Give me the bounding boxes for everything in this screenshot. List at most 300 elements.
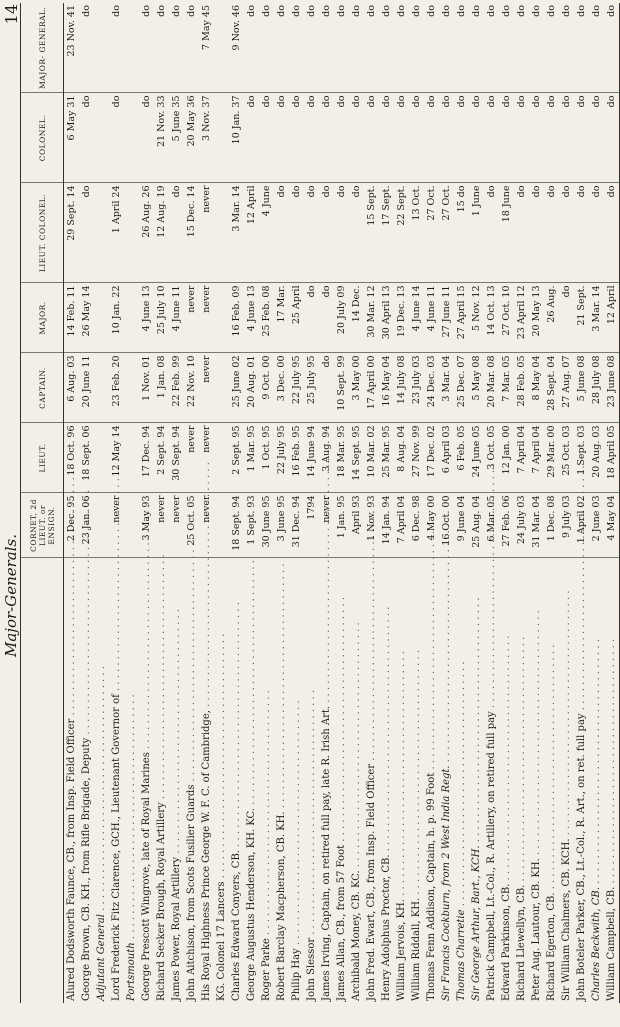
table-row [109, 3, 124, 1003]
date-cell: 5 June 08 [574, 353, 589, 423]
cornet-header: CORNET, 2d LIEUT. or ENSIGN. [21, 493, 64, 558]
date-cell: 3 Mar. 14 [589, 283, 604, 353]
date-cell: 12 Aug. 19 [154, 183, 169, 283]
date-cell: do [589, 93, 604, 183]
date-cell: 30 April 13 [379, 283, 394, 353]
date-cell: do [559, 3, 574, 93]
date-cell: 27 Nov. 99 [409, 423, 424, 493]
officer-name-text: George Augustus Henderson, KH. KC. . . . [246, 560, 257, 1001]
date-cell: do [499, 93, 514, 183]
lieut-header: LIEUT. [21, 423, 64, 493]
date-cell: 17 Dec. 94 [139, 423, 154, 493]
date-cell: do [574, 3, 589, 93]
date-cell: do [514, 183, 529, 283]
date-cell: do [154, 3, 169, 93]
officer-name-text: Robert Barclay Macpherson, CB. KH. . . . [276, 564, 287, 1002]
date-cell: do [484, 93, 499, 183]
table-row [469, 3, 484, 1003]
date-cell: 24 Dec. 03 [424, 353, 439, 423]
date-cell: 6 April 03 [439, 423, 454, 493]
officer-name [244, 558, 259, 1003]
officer-name [319, 558, 334, 1003]
officer-name-text: Archibald Money, CB. KC. . . . [351, 622, 362, 1001]
officer-name-text: George Brown, CB. KH., from Rifle Brigade, Deputy . . . [81, 490, 92, 1001]
date-cell: 7 Mar. 05 [499, 353, 514, 423]
date-cell: never [169, 493, 184, 558]
officer-name-text: James Power, Royal Artillery . . . [171, 609, 182, 1001]
date-cell: 25 Mar. 95 [379, 423, 394, 493]
officers-table [20, 3, 620, 1003]
date-cell: 14 Jan. 94 [379, 493, 394, 558]
date-cell: 6 Feb. 05 [454, 423, 469, 493]
date-cell [124, 183, 139, 283]
table-row [424, 3, 439, 1003]
table-row [439, 3, 454, 1003]
date-cell: 4 May 00 [424, 493, 439, 558]
date-cell: 7 April 04 [529, 423, 544, 493]
date-cell: 10 Sept. 99 [334, 353, 349, 423]
date-cell: do [304, 283, 319, 353]
date-cell: do [274, 93, 289, 183]
table-row [199, 3, 214, 1003]
officer-name [424, 558, 439, 1003]
date-cell: 10 Jan. 22 [109, 283, 124, 353]
date-cell: 3 June 95 [274, 493, 289, 558]
officer-name [349, 558, 364, 1003]
table-row [589, 3, 604, 1003]
date-cell: 3 Mar. 04 [439, 353, 454, 423]
date-cell: 17 Mar. [274, 283, 289, 353]
date-cell: do [319, 3, 334, 93]
date-cell: 17 Sept. [379, 183, 394, 283]
date-cell: 25 Feb. 08 [259, 283, 274, 353]
officer-name [109, 558, 124, 1003]
date-cell: 14 June 94 [304, 423, 319, 493]
table-row [304, 3, 319, 1003]
date-cell: 18 April 05 [604, 423, 620, 493]
date-cell: 22 Sept. [394, 183, 409, 283]
date-cell: 16 Oct. 00 [439, 493, 454, 558]
officer-name [529, 558, 544, 1003]
date-cell: do [394, 3, 409, 93]
table-row [94, 3, 109, 1003]
date-cell: do [544, 3, 559, 93]
date-cell: 25 July 95 [304, 353, 319, 423]
officer-name [184, 558, 199, 1003]
date-cell: do [544, 183, 559, 283]
date-cell: 10 Mar. 02 [364, 423, 379, 493]
date-cell: do [139, 93, 154, 183]
date-cell: 23 Feb. 20 [109, 353, 124, 423]
date-cell: 3 Oct. 05 [484, 423, 499, 493]
date-cell: 23 Jan. 06 [79, 493, 94, 558]
date-cell: do [244, 3, 259, 93]
date-cell: 20 Mar. 08 [484, 353, 499, 423]
date-cell: 1 Nov. 01 [139, 353, 154, 423]
date-cell: 9 Nov. 46 [229, 3, 244, 93]
date-cell: do [109, 3, 124, 93]
table-row [289, 3, 304, 1003]
officer-name [454, 558, 469, 1003]
date-cell: 14 Dec. [349, 283, 364, 353]
date-cell: 17 April 00 [364, 353, 379, 423]
date-cell: do [589, 3, 604, 93]
date-cell: 23 Nov. 41 [64, 3, 80, 93]
date-cell: do [289, 93, 304, 183]
date-cell: do [79, 3, 94, 93]
date-cell: do [364, 93, 379, 183]
date-cell: do [289, 3, 304, 93]
date-cell: 3 May 00 [349, 353, 364, 423]
officer-name [214, 558, 229, 1003]
date-cell: 7 April 04 [514, 423, 529, 493]
officer-name-text: Richard Llewellyn, CB. . . . [516, 637, 527, 1001]
officer-name-text: Thomas Charretie . . . [456, 661, 467, 1001]
date-cell: 5 June 35 [169, 93, 184, 183]
date-cell: 24 June 05 [469, 423, 484, 493]
date-cell [124, 493, 139, 558]
date-cell: do [529, 183, 544, 283]
date-cell: do [409, 93, 424, 183]
date-cell: 25 Oct. 03 [559, 423, 574, 493]
date-cell: do [244, 93, 259, 183]
table-row [529, 3, 544, 1003]
date-cell: do [334, 93, 349, 183]
date-cell: 2 Sept. 94 [154, 423, 169, 493]
table-row [244, 3, 259, 1003]
date-cell: 25 Aug. 04 [469, 493, 484, 558]
officer-name [604, 558, 620, 1003]
date-cell: 4 June 11 [424, 283, 439, 353]
date-cell: do [319, 283, 334, 353]
officer-name-text: William Campbell, CB. . . . [606, 639, 617, 1001]
date-cell: 5 Nov. 12 [469, 283, 484, 353]
table-row [559, 3, 574, 1003]
table-row [259, 3, 274, 1003]
officer-name-text: Sir William Chalmers, CB. KCH. . . . [561, 590, 572, 1001]
table-row [409, 3, 424, 1003]
date-cell: 27 Aug. 07 [559, 353, 574, 423]
date-cell: do [379, 93, 394, 183]
officer-name-text: His Royal Highness Prince George W. F. C. of Cambridge, . . . [201, 462, 212, 1001]
date-cell [124, 283, 139, 353]
date-cell: 3 Nov. 37 [199, 93, 214, 183]
date-cell: do [304, 3, 319, 93]
officer-name-text: Lord Frederick Fitz Clarence, GCH., Lieutenant Governor of . . . [111, 446, 122, 1001]
date-cell: do [484, 3, 499, 93]
date-cell [214, 183, 229, 283]
date-cell: 25 June 02 [229, 353, 244, 423]
date-cell: do [574, 93, 589, 183]
date-cell: 31 Dec. 94 [289, 493, 304, 558]
page-title: Major-Generals. [2, 534, 20, 657]
date-cell: do [109, 93, 124, 183]
date-cell: 18 Sept. 06 [79, 423, 94, 493]
date-cell: 25 Dec. 07 [454, 353, 469, 423]
table-row [334, 3, 349, 1003]
table-row [229, 3, 244, 1003]
date-cell: 7 April 04 [394, 493, 409, 558]
major-header: MAJOR. [21, 283, 64, 353]
officer-name [379, 558, 394, 1003]
date-cell: 20 July 09 [334, 283, 349, 353]
date-cell: 22 Feb. 99 [169, 353, 184, 423]
officer-name-text: James Irving, Captain, on retired full pay, late R. Irish Art. . . . [321, 458, 332, 1001]
date-cell [124, 3, 139, 93]
table-body [64, 3, 620, 1003]
date-cell: 9 Oct. 00 [259, 353, 274, 423]
major-general-header: MAJOR- GENERAL. [21, 3, 64, 93]
officer-name-text: William Jervois, KH. . . . [396, 651, 407, 1001]
date-cell: 1 Jan. 08 [154, 353, 169, 423]
date-cell: do [409, 3, 424, 93]
date-cell: 27 June 11 [439, 283, 454, 353]
date-cell: 16 Feb. 95 [289, 423, 304, 493]
date-cell: 1 Sept. 03 [574, 423, 589, 493]
date-cell: 30 Mar. 12 [364, 283, 379, 353]
date-cell: do [589, 183, 604, 283]
date-cell: 27 Feb. 06 [499, 493, 514, 558]
date-cell: 3 Mar. 14 [229, 183, 244, 283]
officer-name-text: Roger Parke . . . [261, 690, 272, 1001]
officer-name-text: Adjutant General . . . [96, 666, 107, 1001]
date-cell: do [184, 3, 199, 93]
date-cell: do [469, 3, 484, 93]
date-cell: do [604, 93, 620, 183]
table-row [364, 3, 379, 1003]
date-cell [124, 93, 139, 183]
date-cell: 26 Aug. [544, 283, 559, 353]
table-row [379, 3, 394, 1003]
officer-name [574, 558, 589, 1003]
officer-name-text: Peter Aug. Lautour, CB. KH. . . . [531, 610, 542, 1001]
date-cell: 3 May 93 [139, 493, 154, 558]
table-row [64, 3, 80, 1003]
date-cell [214, 353, 229, 423]
date-cell: 14 July 08 [394, 353, 409, 423]
date-cell [214, 93, 229, 183]
date-cell: do [559, 183, 574, 283]
officer-name-text: John Fred. Ewart, CB., from Insp. Field Officer . . . [366, 516, 377, 1001]
table-row [124, 3, 139, 1003]
table-row [604, 3, 620, 1003]
officer-name-text: Alured Dodsworth Faunce, CB., from Insp. Field Officer . . . [66, 471, 77, 1001]
date-cell: 21 Sept. [574, 283, 589, 353]
table-row [574, 3, 589, 1003]
date-cell: do [604, 183, 620, 283]
officer-name [259, 558, 274, 1003]
officer-name [304, 558, 319, 1003]
date-cell: 27 Oct. [439, 183, 454, 283]
date-cell: 27 Oct. 10 [499, 283, 514, 353]
date-cell: do [79, 183, 94, 283]
date-cell: April 93 [349, 493, 364, 558]
officer-name [394, 558, 409, 1003]
date-cell: do [304, 183, 319, 283]
date-cell: 25 July 10 [154, 283, 169, 353]
date-cell: 1 Mar. 95 [244, 423, 259, 493]
officer-name [439, 558, 454, 1003]
date-cell: 1 Jan. 95 [334, 493, 349, 558]
table-row [79, 3, 94, 1003]
date-cell: 22 July 95 [274, 423, 289, 493]
page-number: 14 [2, 4, 21, 25]
table-row [349, 3, 364, 1003]
date-cell: do [274, 183, 289, 283]
date-cell: 17 Dec. 02 [424, 423, 439, 493]
date-cell: 20 June 11 [79, 353, 94, 423]
officer-name [79, 558, 94, 1003]
date-cell: 20 Aug. 01 [244, 353, 259, 423]
date-cell: never [199, 493, 214, 558]
date-cell: 4 May 04 [604, 493, 620, 558]
date-cell: 27 Oct. [424, 183, 439, 283]
officer-name [334, 558, 349, 1003]
date-cell: do [469, 93, 484, 183]
date-cell: do [139, 3, 154, 93]
lieut-colonel-header: LIEUT. COLONEL. [21, 183, 64, 283]
date-cell: 10 Jan. 37 [229, 93, 244, 183]
date-cell: 13 Oct. [409, 183, 424, 283]
date-cell: 26 May 14 [79, 283, 94, 353]
date-cell [124, 423, 139, 493]
date-cell: 16 Feb. 09 [229, 283, 244, 353]
date-cell: do [259, 3, 274, 93]
date-cell: 18 Oct. 96 [64, 423, 80, 493]
date-cell: never [154, 493, 169, 558]
date-cell [214, 493, 229, 558]
date-cell: 16 May 04 [379, 353, 394, 423]
officer-name [289, 558, 304, 1003]
colonel-header: COLONEL. [21, 93, 64, 183]
date-cell: 20 Aug. 03 [589, 423, 604, 493]
date-cell: do [274, 3, 289, 93]
date-cell [94, 183, 109, 283]
date-cell: do [319, 93, 334, 183]
date-cell: 1 Nov. 93 [364, 493, 379, 558]
date-cell [214, 423, 229, 493]
date-cell: do [169, 183, 184, 283]
date-cell: do [529, 3, 544, 93]
date-cell: 1 April 24 [109, 183, 124, 283]
date-cell: 19 Dec. 13 [394, 283, 409, 353]
date-cell: 5 May 08 [469, 353, 484, 423]
date-cell: 18 Mar. 95 [334, 423, 349, 493]
date-cell: 28 July 08 [589, 353, 604, 423]
table-row [274, 3, 289, 1003]
date-cell: 4 June 13 [139, 283, 154, 353]
date-cell: 6 Mar. 05 [484, 493, 499, 558]
date-cell: 14 Oct. 13 [484, 283, 499, 353]
date-cell [94, 283, 109, 353]
table-row [139, 3, 154, 1003]
date-cell: 25 Oct. 05 [184, 493, 199, 558]
date-cell: never [199, 183, 214, 283]
officer-name-text: Sir Francis Cockburn, from 2 West India Regt. . . . [441, 517, 452, 1001]
date-cell [94, 93, 109, 183]
officer-name [484, 558, 499, 1003]
date-cell: do [259, 93, 274, 183]
date-cell: 20 May 13 [529, 283, 544, 353]
date-cell: 1 June [469, 183, 484, 283]
name-header [21, 558, 64, 1003]
date-cell: 15 Sept. [364, 183, 379, 283]
table-row [499, 3, 514, 1003]
date-cell: do [349, 3, 364, 93]
officer-name [544, 558, 559, 1003]
table-row [319, 3, 334, 1003]
date-cell: do [334, 3, 349, 93]
date-cell: do [379, 3, 394, 93]
officer-name-text: Edward Parkinson, CB. . . . [501, 636, 512, 1001]
date-cell: 22 Nov. 10 [184, 353, 199, 423]
date-cell: never [199, 423, 214, 493]
date-cell: 4 June 14 [409, 283, 424, 353]
date-cell: do [289, 183, 304, 283]
date-cell: 24 July 03 [514, 493, 529, 558]
date-cell: 30 Sept. 94 [169, 423, 184, 493]
table-row [184, 3, 199, 1003]
date-cell: 2 Sept. 95 [229, 423, 244, 493]
date-cell [94, 353, 109, 423]
date-cell: 3 Dec. 00 [274, 353, 289, 423]
officer-name-text: John Slessor . . . [306, 690, 317, 1001]
officer-name [94, 558, 109, 1003]
date-cell: 8 Aug. 04 [394, 423, 409, 493]
officer-name-text: Charles Beckwith, CB. . . . [591, 639, 602, 1001]
date-cell: do [364, 3, 379, 93]
date-cell: do [604, 3, 620, 93]
date-cell: do [514, 93, 529, 183]
date-cell: 12 April [604, 283, 620, 353]
date-cell: do [79, 93, 94, 183]
date-cell: never [199, 353, 214, 423]
officer-name [409, 558, 424, 1003]
date-cell: 28 Sept. 04 [544, 353, 559, 423]
date-cell: 23 July 03 [409, 353, 424, 423]
date-cell: do [319, 353, 334, 423]
date-cell: never [184, 423, 199, 493]
date-cell: do [439, 93, 454, 183]
date-cell: 31 Mar. 04 [529, 493, 544, 558]
officer-name-text: Sir George Arthur, Bart., KCH. . . . [471, 597, 482, 1001]
date-cell: 12 May 14 [109, 423, 124, 493]
officer-name [589, 558, 604, 1003]
date-cell: 30 June 95 [259, 493, 274, 558]
date-cell: 27 April 15 [454, 283, 469, 353]
date-cell: 1 Sept. 93 [244, 493, 259, 558]
table-row [514, 3, 529, 1003]
date-cell: do [424, 93, 439, 183]
date-cell: do [334, 183, 349, 283]
date-cell: 6 Aug. 03 [64, 353, 80, 423]
date-cell [94, 3, 109, 93]
date-cell: do [559, 93, 574, 183]
date-cell: 29 Sept. 14 [64, 183, 80, 283]
date-cell: 6 Dec. 98 [409, 493, 424, 558]
table-row [169, 3, 184, 1003]
date-cell: never [199, 283, 214, 353]
officer-name-text: Patrick Campbell, Lt.-Col., R. Artillery, on retired full pay . . . [486, 463, 497, 1001]
date-cell: 7 May 45 [199, 3, 214, 93]
date-cell: do [349, 183, 364, 283]
officer-name-text: William Riddall, KH. . . . [411, 650, 422, 1001]
date-cell: 4 June [259, 183, 274, 283]
date-cell: 15 do [454, 183, 469, 283]
date-cell: 22 July 95 [289, 353, 304, 423]
officer-name-text: Philip Hay . . . [291, 700, 302, 1001]
date-cell: 21 Nov. 33 [154, 93, 169, 183]
